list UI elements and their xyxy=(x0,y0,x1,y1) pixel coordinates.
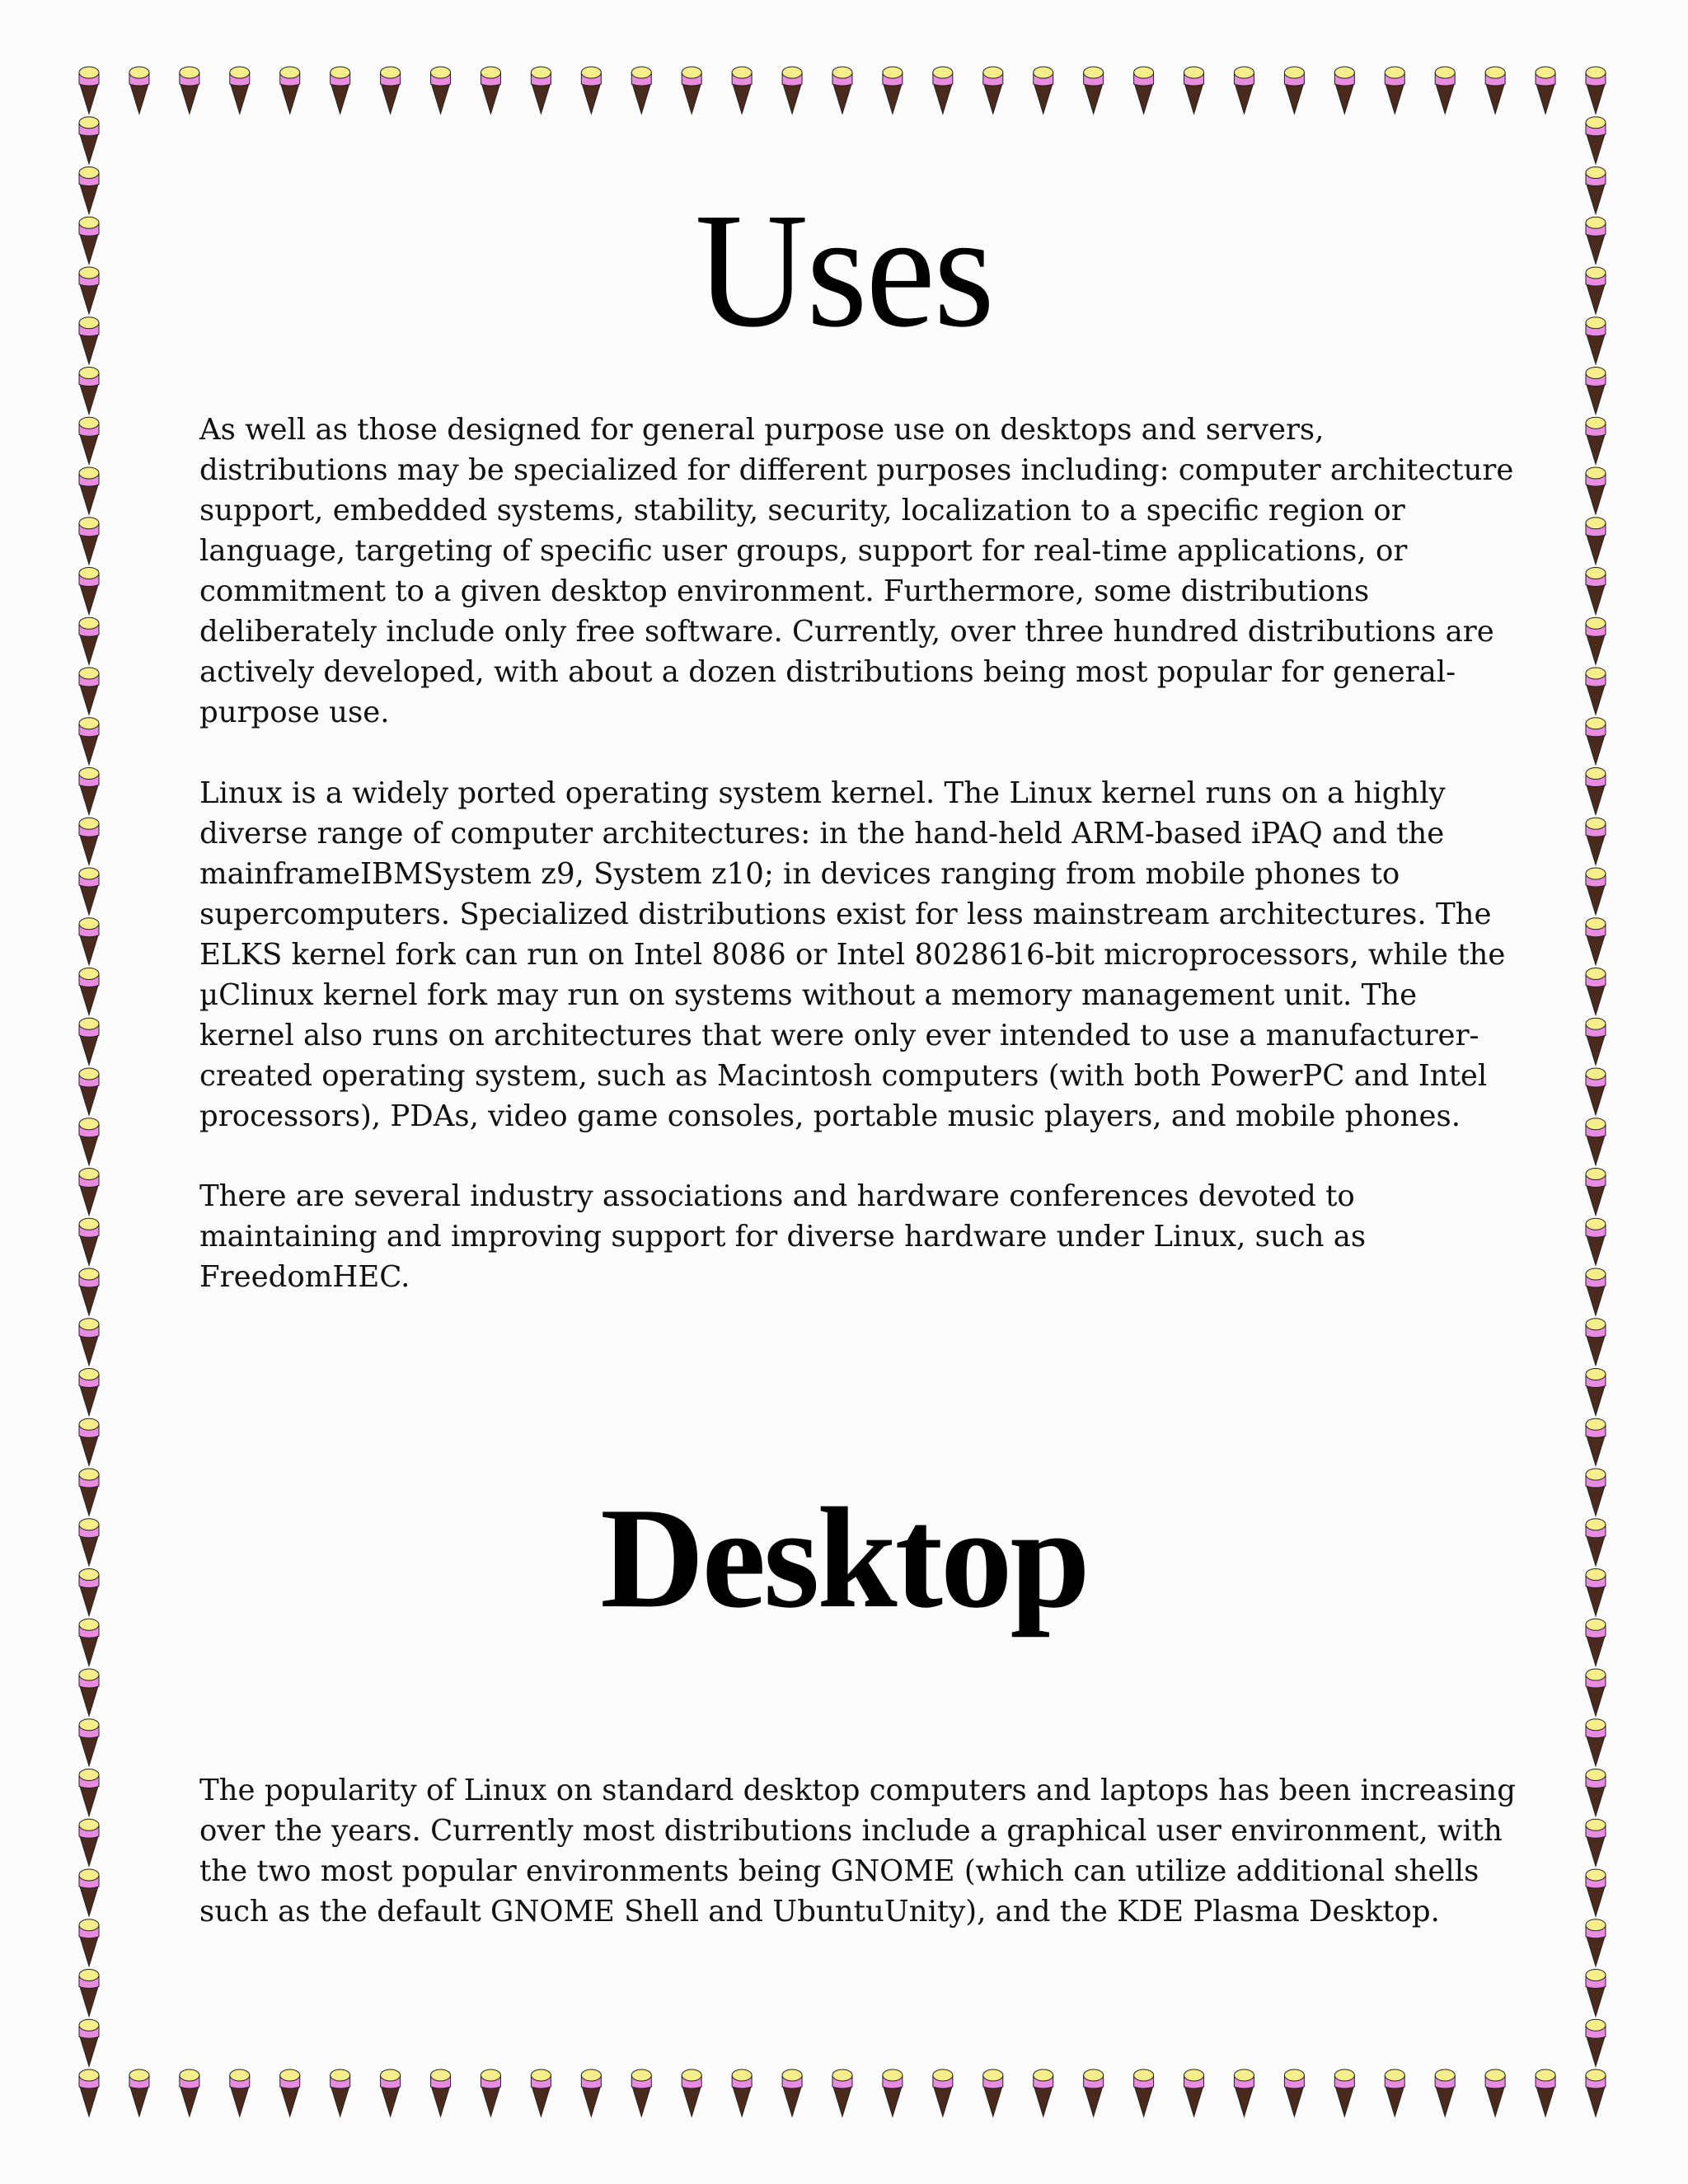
ice-cream-cone-icon xyxy=(1586,368,1606,415)
ice-cream-cone-icon xyxy=(331,2069,350,2116)
ice-cream-cone-icon xyxy=(1586,1970,1606,2017)
paragraph-desktop-popularity: The popularity of Linux on standard desktop computers and laptops has been increasing over the years. Currently most distributions include a graphical user environment, with the two most popular environments being GNOME (which can utilize additional shells such as the default GNOME Shell and UbuntuUnity), and the KDE Plasma Desktop. xyxy=(199,1774,1516,1929)
ice-cream-cone-icon xyxy=(180,67,199,114)
paragraph-uses-distributions: As well as those designed for general purpose use on desktops and servers, distributions may be specialized for different purposes including: computer architecture support, embedded systems, stability, security, localization to a specific region or language, targeting of specific user groups, support for real-time applications, or commitment to a given desktop environment. Furthermore, some distributions deliberately include only free software. Currently, over three hundred distributions are actively developed, with about a dozen distributions being most popular for general-purpose use. xyxy=(199,413,1514,729)
ice-cream-cone-icon xyxy=(79,1268,99,1315)
ice-cream-cone-icon xyxy=(79,918,99,965)
ice-cream-cone-icon xyxy=(79,2019,99,2066)
ice-cream-cone-icon xyxy=(79,1970,99,2017)
ice-cream-cone-icon xyxy=(1586,417,1606,464)
ice-cream-cone-icon xyxy=(1586,2019,1606,2066)
ice-cream-cone-icon xyxy=(1134,67,1154,114)
ice-cream-cone-icon xyxy=(129,67,149,114)
ice-cream-cone-icon xyxy=(280,2069,300,2116)
ice-cream-cone-icon xyxy=(1586,2069,1606,2116)
ice-cream-cone-icon xyxy=(1586,868,1606,915)
ice-cream-cone-icon xyxy=(79,668,99,715)
ice-cream-cone-icon xyxy=(1536,67,1555,114)
ice-cream-cone-icon xyxy=(230,2069,250,2116)
ice-cream-cone-icon xyxy=(79,568,99,615)
ice-cream-cone-icon xyxy=(1334,67,1354,114)
ice-cream-cone-icon xyxy=(79,868,99,915)
ice-cream-cone-icon xyxy=(79,968,99,1015)
ice-cream-cone-icon xyxy=(1586,1418,1606,1465)
ice-cream-cone-icon xyxy=(79,1218,99,1265)
ice-cream-cone-icon xyxy=(79,117,99,164)
ice-cream-cone-icon xyxy=(280,67,300,114)
ice-cream-cone-icon xyxy=(682,67,701,114)
ice-cream-cone-icon xyxy=(1586,1018,1606,1065)
ice-cream-cone-icon xyxy=(1586,467,1606,514)
ice-cream-cone-icon xyxy=(1586,968,1606,1015)
ice-cream-cone-icon xyxy=(1586,1319,1606,1366)
ice-cream-cone-icon xyxy=(883,67,903,114)
ice-cream-cone-icon xyxy=(1485,2069,1505,2116)
paragraph-uses-kernel-ports: Linux is a widely ported operating system kernel. The Linux kernel runs on a highly diverse range of computer architectures: in the hand-held ARM-based iPAQ and the mainframeIBMSystem z9, System z10; in devices ranging from mobile phones to supercomputers. Specialized distributions exist for less mainstream architectures. The ELKS kernel fork can run on Intel 8086 or Intel 8028616-bit microprocessors, while the µClinux kernel fork may run on systems without a memory management unit. The kernel also runs on architectures that were only ever intended to use a manufacturer-created operating system, such as Macintosh computers (with both PowerPC and Intel processors), PDAs, video game consoles, portable music players, and mobile phones. xyxy=(199,776,1506,1133)
ice-cream-cone-icon xyxy=(1034,2069,1053,2116)
ice-cream-cone-icon xyxy=(1084,2069,1104,2116)
ice-cream-cone-icon xyxy=(1586,1218,1606,1265)
ice-cream-cone-icon xyxy=(1586,617,1606,664)
ice-cream-cone-icon xyxy=(79,2069,99,2116)
ice-cream-cone-icon xyxy=(1334,2069,1354,2116)
ice-cream-cone-icon xyxy=(1586,568,1606,615)
ice-cream-cone-icon xyxy=(1084,67,1104,114)
ice-cream-cone-icon xyxy=(1586,718,1606,765)
ice-cream-cone-icon xyxy=(1586,1819,1606,1866)
ice-cream-cone-icon xyxy=(129,2069,149,2116)
ice-cream-cone-icon xyxy=(933,2069,953,2116)
ice-cream-cone-icon xyxy=(79,1018,99,1065)
ice-cream-cone-icon xyxy=(732,67,752,114)
ice-cream-cone-icon xyxy=(1586,1719,1606,1766)
paragraph-uses-hardware-associations: There are several industry associations and hardware conferences devoted to maintaining and improving support for diverse hardware under Linux, such as FreedomHEC. xyxy=(199,1179,1367,1294)
ice-cream-cone-icon xyxy=(79,417,99,464)
ice-cream-cone-icon xyxy=(79,1169,99,1216)
section-heading-desktop: Desktop xyxy=(600,1478,1088,1638)
ice-cream-cone-icon xyxy=(1284,2069,1304,2116)
ice-cream-cone-icon xyxy=(782,67,802,114)
ice-cream-cone-icon xyxy=(983,67,1003,114)
ice-cream-cone-icon xyxy=(1586,1919,1606,1966)
ice-cream-cone-icon xyxy=(1586,1669,1606,1716)
ice-cream-cone-icon xyxy=(1586,1268,1606,1315)
ice-cream-cone-icon xyxy=(431,2069,451,2116)
ice-cream-cone-icon xyxy=(631,2069,651,2116)
ice-cream-cone-icon xyxy=(79,1819,99,1866)
ice-cream-cone-icon xyxy=(983,2069,1003,2116)
ice-cream-cone-icon xyxy=(230,67,250,114)
ice-cream-cone-icon xyxy=(79,1319,99,1366)
ice-cream-cone-icon xyxy=(1034,67,1053,114)
section-heading-uses: Uses xyxy=(695,180,993,362)
ice-cream-cone-icon xyxy=(79,1418,99,1465)
ice-cream-cone-icon xyxy=(481,67,500,114)
ice-cream-cone-icon xyxy=(1586,1369,1606,1416)
ice-cream-cone-icon xyxy=(1385,2069,1404,2116)
ice-cream-cone-icon xyxy=(1184,2069,1204,2116)
ice-cream-cone-icon xyxy=(1435,67,1455,114)
ice-cream-cone-icon xyxy=(79,818,99,865)
ice-cream-cone-icon xyxy=(1385,67,1404,114)
ice-cream-cone-icon xyxy=(682,2069,701,2116)
ice-cream-cone-icon xyxy=(1586,1869,1606,1916)
ice-cream-cone-icon xyxy=(481,2069,500,2116)
ice-cream-cone-icon xyxy=(1586,67,1606,114)
ice-cream-cone-icon xyxy=(79,467,99,514)
ice-cream-cone-icon xyxy=(180,2069,199,2116)
ice-cream-cone-icon xyxy=(832,67,852,114)
ice-cream-cone-icon xyxy=(1586,518,1606,565)
ice-cream-cone-icon xyxy=(1234,67,1254,114)
ice-cream-cone-icon xyxy=(79,1719,99,1766)
ice-cream-cone-icon xyxy=(79,1068,99,1115)
ice-cream-cone-icon xyxy=(79,768,99,815)
ice-cream-cone-icon xyxy=(1586,768,1606,815)
ice-cream-cone-icon xyxy=(531,67,551,114)
ice-cream-cone-icon xyxy=(79,518,99,565)
ice-cream-cone-icon xyxy=(1586,1068,1606,1115)
ice-cream-cone-icon xyxy=(1485,67,1505,114)
ice-cream-cone-icon xyxy=(79,617,99,664)
ice-cream-cone-icon xyxy=(431,67,451,114)
ice-cream-cone-icon xyxy=(381,67,401,114)
ice-cream-cone-icon xyxy=(631,67,651,114)
ice-cream-cone-icon xyxy=(1586,1769,1606,1816)
ice-cream-cone-icon xyxy=(1435,2069,1455,2116)
ice-cream-cone-icon xyxy=(1184,67,1204,114)
ice-cream-cone-icon xyxy=(79,368,99,415)
ice-cream-cone-icon xyxy=(581,2069,601,2116)
ice-cream-cone-icon xyxy=(1234,2069,1254,2116)
ice-cream-cone-icon xyxy=(79,1118,99,1165)
ice-cream-cone-icon xyxy=(531,2069,551,2116)
ice-cream-cone-icon xyxy=(79,1869,99,1916)
ice-cream-cone-icon xyxy=(1586,918,1606,965)
ice-cream-cone-icon xyxy=(1134,2069,1154,2116)
ice-cream-cone-icon xyxy=(581,67,601,114)
ice-cream-cone-icon xyxy=(331,67,350,114)
ice-cream-cone-icon xyxy=(1586,1118,1606,1165)
ice-cream-cone-icon xyxy=(883,2069,903,2116)
ice-cream-cone-icon xyxy=(732,2069,752,2116)
ice-cream-cone-icon xyxy=(79,1769,99,1816)
ice-cream-cone-icon xyxy=(79,1919,99,1966)
ice-cream-cone-icon xyxy=(79,1369,99,1416)
ice-cream-cone-icon xyxy=(1536,2069,1555,2116)
ice-cream-cone-icon xyxy=(1284,67,1304,114)
ice-cream-cone-icon xyxy=(79,1669,99,1716)
ice-cream-cone-icon xyxy=(381,2069,401,2116)
ice-cream-cone-icon xyxy=(1586,117,1606,164)
ice-cream-cone-icon xyxy=(782,2069,802,2116)
ice-cream-cone-icon xyxy=(1586,1169,1606,1216)
ice-cream-cone-icon xyxy=(832,2069,852,2116)
ice-cream-cone-icon xyxy=(1586,818,1606,865)
ice-cream-cone-icon xyxy=(1586,668,1606,715)
ice-cream-cone-icon xyxy=(79,718,99,765)
ice-cream-cone-icon xyxy=(79,67,99,114)
ice-cream-cone-icon xyxy=(933,67,953,114)
